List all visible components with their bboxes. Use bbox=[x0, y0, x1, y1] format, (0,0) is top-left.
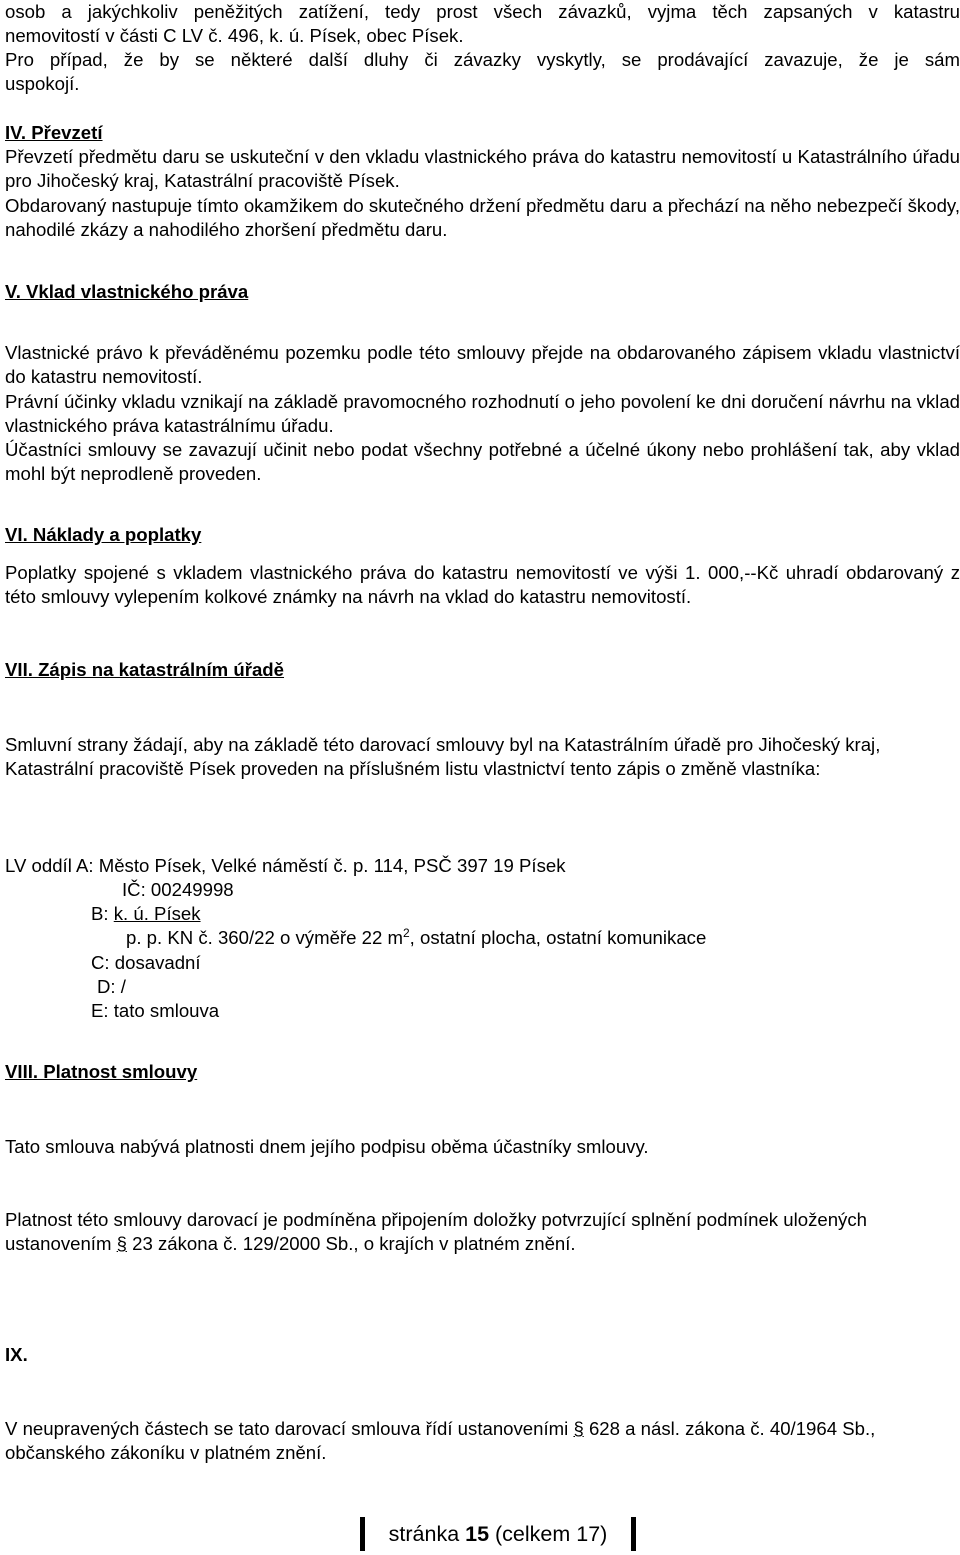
section-8-paragraph-2-text: Platnost této smlouvy darovací je podmíněna připojením doložky potvrzující splnění podmínek uložených ustanovením bbox=[5, 1209, 867, 1254]
section-6-heading: VI. Náklady a poplatky bbox=[5, 524, 202, 545]
e-line: E: tato smlouva bbox=[91, 1000, 220, 1021]
section-8-paragraph-2 bbox=[5, 1208, 905, 1256]
footer-prefix: stránka bbox=[388, 1522, 466, 1546]
section-4-paragraph-1: Převzetí předmětu daru se uskuteční v den vkladu vlastnického práva do katastru nemovitostí u Katastrálního úřadu pro Jihočeský kraj, Katastrální pracoviště Písek. bbox=[5, 146, 960, 191]
section-5-paragraph-3: Účastníci smlouvy se zavazují učinit nebo podat všechny potřebné a účelné úkony nebo prohlášení tak, aby vklad mohl být neprodleně proveden. bbox=[5, 439, 960, 484]
section-5-heading: V. Vklad vlastnického práva bbox=[5, 281, 249, 302]
b-cadastral-area: k. ú. Písek bbox=[113, 903, 201, 924]
parcel-superscript: 2 bbox=[402, 925, 410, 940]
section-7-heading: VII. Zápis na katastrálním úřadě bbox=[5, 659, 285, 680]
section-6-paragraph-1: Poplatky spojené s vkladem vlastnického práva do katastru nemovitostí ve výši 1. 000,--Kč uhradí obdarovaný z této smlouvy vylepením kolkové známky na návrh na vklad do katastru nemovitostí. bbox=[5, 562, 960, 607]
paragraph-symbol: § bbox=[573, 1418, 584, 1439]
lv-oddil-a: LV oddíl A: Město Písek, Velké náměstí č. p. 114, PSČ 397 19 Písek bbox=[5, 855, 566, 876]
section-8-paragraph-1: Tato smlouva nabývá platnosti dnem jejího podpisu oběma účastníky smlouvy. bbox=[5, 1136, 649, 1157]
d-line: D: / bbox=[97, 976, 126, 997]
section-4-heading: IV. Převzetí bbox=[5, 122, 103, 143]
intro-line-1: osob a jakýchkoliv peněžitých zatížení, tedy prost všech závazků, vyjma těch zapsaných v katastru bbox=[5, 1, 960, 22]
section-9-paragraph-1 bbox=[5, 1417, 950, 1465]
ic-line: IČ: 00249998 bbox=[122, 879, 234, 900]
section-4-paragraph-2: Obdarovaný nastupuje tímto okamžikem do skutečného držení předmětu daru a přechází na něho nebezpečí škody, nahodilé zkázy a nahodilého zhoršení předmětu daru. bbox=[5, 195, 960, 240]
c-line: C: dosavadní bbox=[91, 952, 201, 973]
intro-line-3: Pro případ, že by se některé další dluhy či závazky vyskytly, se prodávající zavazuje, že je sám bbox=[5, 49, 960, 70]
section-7-paragraph-1: Smluvní strany žádají, aby na základě této darovací smlouvy byl na Katastrálním úřadě pro Jihočeský kraj, Katastrální pracoviště Písek proveden na příslušném listu vlastnictví tento zápis o změně vlastníka: bbox=[5, 734, 881, 779]
footer-total: (celkem 17) bbox=[489, 1522, 608, 1546]
b-line bbox=[91, 902, 201, 926]
intro-line-4: uspokojí. bbox=[5, 73, 80, 94]
b-label: B: bbox=[91, 903, 114, 924]
section-5-paragraph-1: Vlastnické právo k převáděnému pozemku podle této smlouvy přejde na obdarovaného zápisem vkladu vlastnictví do katastru nemovitostí. bbox=[5, 342, 960, 387]
section-9-paragraph-1-text-rest: 628 a násl. zákona č. 40/1964 Sb., občanského zákoníku v platném znění. bbox=[5, 1418, 876, 1463]
section-8-heading: VIII. Platnost smlouvy bbox=[5, 1061, 198, 1082]
intro-line-2: nemovitostí v části C LV č. 496, k. ú. Písek, obec Písek. bbox=[5, 25, 464, 46]
parcel-text-rest: , ostatní plocha, ostatní komunikace bbox=[409, 927, 707, 948]
section-9-heading: IX. bbox=[5, 1344, 28, 1365]
section-9-paragraph-1-text: V neupravených částech se tato darovací smlouva řídí ustanoveními bbox=[5, 1418, 574, 1439]
page-number-footer bbox=[360, 1517, 636, 1551]
section-5-paragraph-2: Právní účinky vkladu vznikají na základě pravomocného rozhodnutí o jeho povolení ke dni doručení návrhu na vklad vlastnického práva katastrálnímu úřadu. bbox=[5, 391, 960, 436]
paragraph-symbol: § bbox=[116, 1233, 127, 1254]
parcel-text: p. p. KN č. 360/22 o výměře 22 m bbox=[126, 927, 403, 948]
section-8-paragraph-2-text-rest: 23 zákona č. 129/2000 Sb., o krajích v platném znění. bbox=[126, 1233, 576, 1254]
parcel-line bbox=[126, 926, 706, 950]
footer-page-number: 15 bbox=[465, 1522, 490, 1546]
